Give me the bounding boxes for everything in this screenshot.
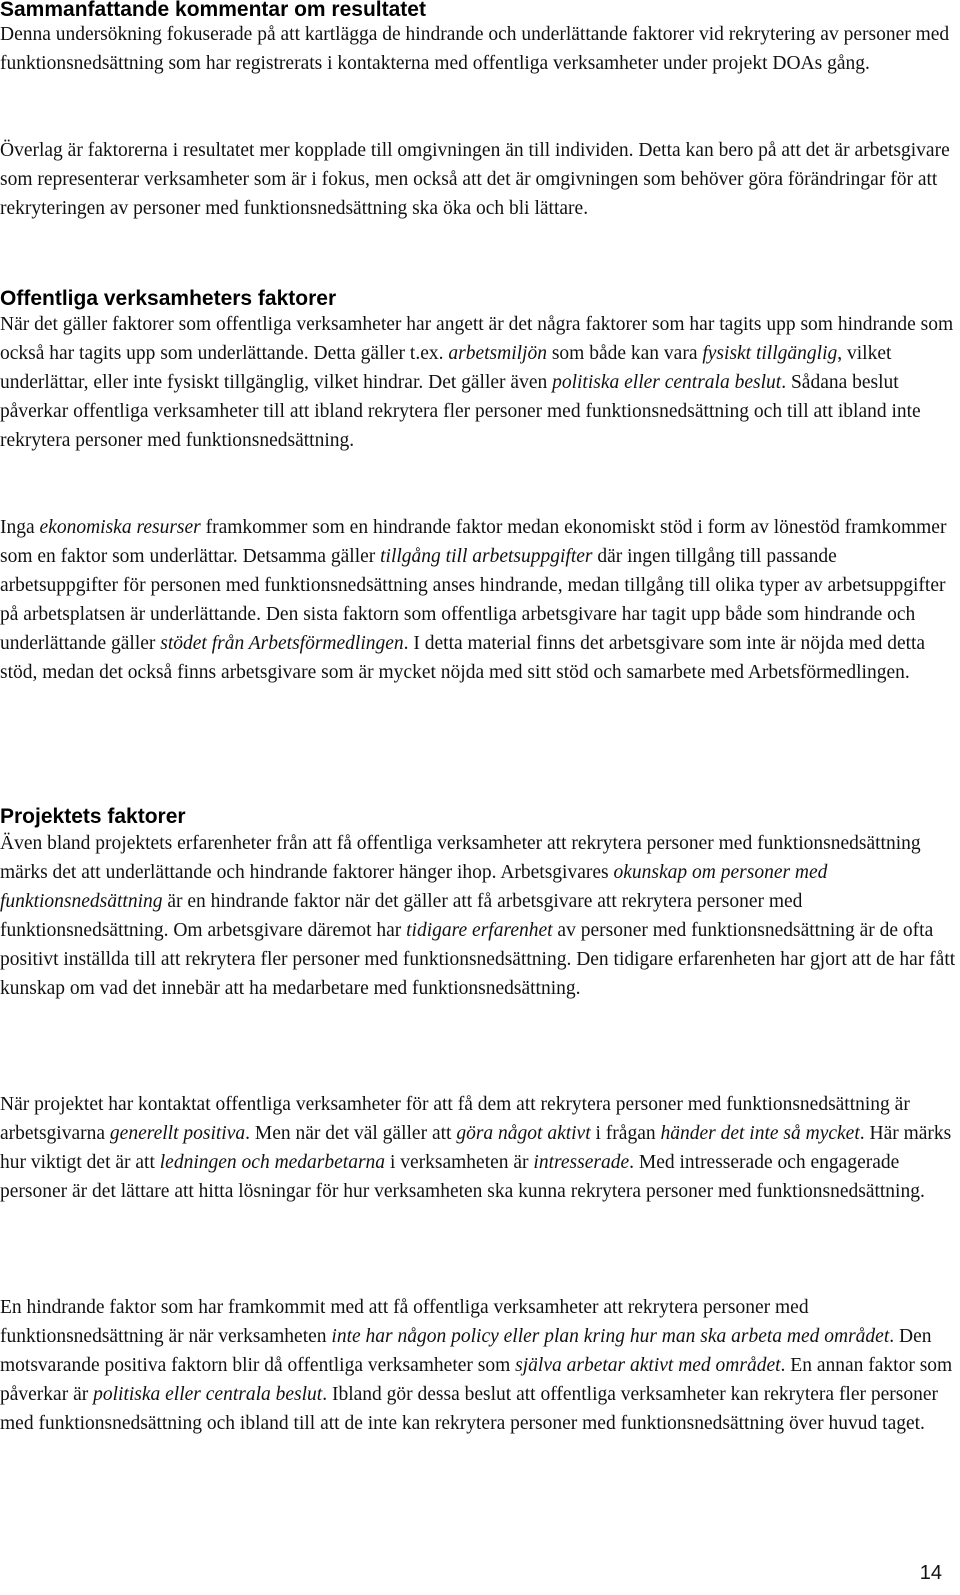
emphasis: politiska eller centrala beslut [93,1384,323,1405]
text-run: Inga [0,517,40,538]
text-run: är en hindrande faktor när det gäller att få arbetsgivare att rekrytera personer med funktionsnedsättning. Om arbetsgivare däremot har [0,891,803,941]
heading-project-factors: Projektets faktorer [0,805,186,828]
emphasis: själva arbetar aktivt med området [515,1355,781,1376]
emphasis: tillgång till arbetsuppgifter [380,546,593,567]
paragraph-summary-overview: Överlag är faktorerna i resultatet mer kopplade till omgivningen än till individen. Detta kan bero på att det är arbetsgivare som representerar verksamheter som är i fokus, men också att det är omgivningen som behöver göra förändringar för att rekryteringen av personer med funktionsnedsättning ska öka och bli lättare. [0,140,950,219]
text-run: . Men när det väl gäller att [245,1123,457,1144]
text-run: av personer med funktionsnedsättning är de ofta positivt inställda till att rekrytera fler personer med funktionsnedsättning. Den tidigare erfarenheten har gjort att de har fått kunskap om vad det innebär att ha medarbetare med funktionsnedsättning. [0,920,956,999]
paragraph-project-factors-3 [0,1293,958,1438]
emphasis: ledningen och medarbetarna [159,1152,386,1173]
text-run: När projektet har kontaktat offentliga verksamheter för att få dem att rekrytera personer med funktionsnedsättning är arbetsgivarna [0,1094,910,1144]
text-run: , vilket underlättar, eller inte fysiskt tillgänglig, vilket hindrar. Det gäller även [0,343,892,393]
text-run: i frågan [590,1123,661,1144]
text-run: . I detta material finns det arbetsgivare som inte är nöjda med detta stöd, medan det också finns arbetsgivare som är mycket nöjda med sitt stöd och samarbete med Arbetsförmedlingen. [0,633,926,683]
text-run: . Ibland gör dessa beslut att offentliga verksamheter kan rekrytera fler personer med funktionsnedsättning och ibland till att de inte kan rekrytera personer med funktionsnedsättning över huvud taget. [0,1384,939,1434]
emphasis: okunskap om personer med funktionsnedsättning [0,862,828,912]
text-run: framkommer som en hindrande faktor medan ekonomiskt stöd i form av lönestöd framkommer som en faktor som underlättar. Detsamma gäller [0,517,947,567]
text-run: När det gäller faktorer som offentliga verksamheter har angett är det några faktorer som har tagits upp som hindrande som också har tagits upp som underlättande. Detta gäller t.ex. [0,314,954,364]
text-run: . Med intresserade och engagerade personer är det lättare att hitta lösningar för hur verksamheten ska kunna rekrytera personer med funktionsnedsättning. [0,1152,925,1202]
emphasis: händer det inte så mycket [660,1123,860,1144]
emphasis: generellt positiva [109,1123,246,1144]
text-run: . En annan faktor som påverkar är [0,1355,953,1405]
emphasis: intresserade [533,1152,630,1173]
text-run: där ingen tillgång till passande arbetsuppgifter för personen med funktionsnedsättning anses hindrande, medan tillgång till olika typer av arbetsuppgifter på arbetsplatsen är underlättande. Den sista faktorn som offentliga arbetsgivare har tagit upp både som hindrande och underlättande gäller [0,546,946,654]
page-number: 14 [919,1562,942,1584]
paragraph-public-factors-2 [0,513,958,687]
heading-public-factors: Offentliga verksamheters faktorer [0,287,337,310]
text-run: . Sådana beslut påverkar offentliga verksamheter till att ibland rekrytera fler personer med funktionsnedsättning och till att ibland inte rekrytera personer med funktionsnedsättning. [0,372,921,451]
paragraph-summary-intro: Denna undersökning fokuserade på att kartlägga de hindrande och underlättande faktorer vid rekrytering av personer med funktionsnedsättning som har registrerats i kontakterna med offentliga verksamheter under projekt DOAs gång. [0,24,950,74]
emphasis: inte har någon policy eller plan kring hur man ska arbeta med området [331,1326,890,1347]
emphasis: politiska eller centrala beslut [552,372,782,393]
text-run: i verksamheten är [385,1152,534,1173]
emphasis: tidigare erfarenhet [406,920,553,941]
text-run: . Den motsvarande positiva faktorn blir då offentliga verksamheter som [0,1326,932,1376]
text-run: som både kan vara [546,343,703,364]
heading-summary: Sammanfattande kommentar om resultatet [0,0,426,21]
emphasis: arbetsmiljön [448,343,547,364]
paragraph-public-factors-1 [0,310,958,455]
emphasis: ekonomiska resurser [39,517,201,538]
paragraph-project-factors-1 [0,829,958,1003]
emphasis: göra något aktivt [456,1123,591,1144]
text-run: . Här märks hur viktigt det är att [0,1123,952,1173]
text-run: En hindrande faktor som har framkommit med att få offentliga verksamheter att rekrytera personer med funktionsnedsättning är när verksamheten [0,1297,809,1347]
paragraph-project-factors-2 [0,1090,958,1206]
emphasis: stödet från Arbetsförmedlingen [160,633,404,654]
text-run: Även bland projektets erfarenheter från att få offentliga verksamheter att rekrytera personer med funktionsnedsättning märks det att underlättande och hindrande faktorer hänger ihop. Arbetsgivares [0,833,921,883]
emphasis: fysiskt tillgänglig [702,343,838,364]
